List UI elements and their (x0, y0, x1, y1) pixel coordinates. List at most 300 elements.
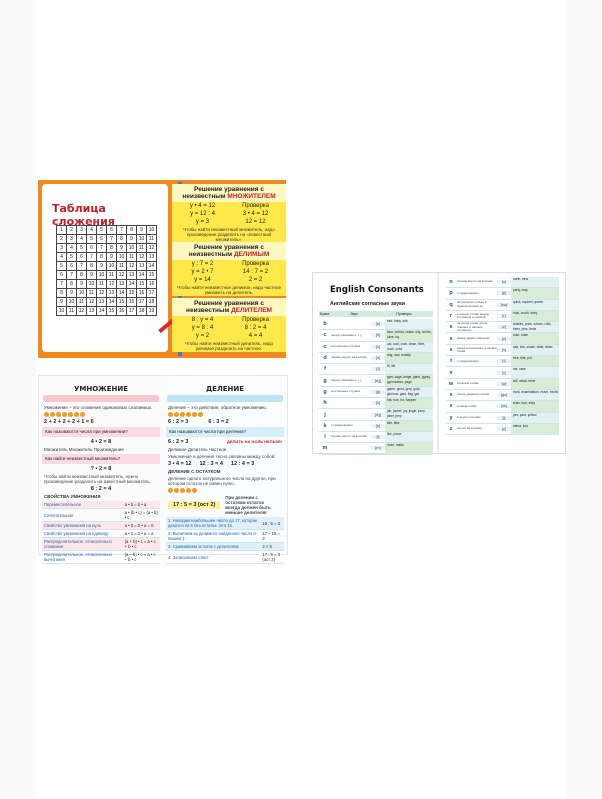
relation-example: 3 • 4 = 12 (168, 461, 192, 467)
grid-cell: 7 (87, 253, 97, 262)
equations-page (172, 180, 286, 358)
column-header: Звук (350, 312, 358, 316)
consonant-row (445, 424, 559, 435)
consonant-row (319, 409, 433, 420)
multiplication-example: 8 : 2 = 4 (90, 486, 112, 492)
consonant-rule: на конце слова после гласных и звонких согласных (457, 321, 488, 333)
grid-cell: 11 (147, 235, 157, 244)
addition-table-page (42, 184, 168, 352)
consonant-letter: p (449, 290, 453, 297)
equation-rule: Чтобы найти неизвестный делитель, надо делимое разделить на частное. (184, 341, 274, 351)
orange-dot (62, 412, 67, 417)
consonant-examples: fit, life (385, 364, 433, 374)
consonant-row (445, 356, 559, 367)
consonant-examples: gym, cage, beige, giant, gypsy, gymnastics, page (385, 375, 433, 385)
grid-cell: 8 (107, 244, 117, 253)
relation-examples (163, 460, 287, 468)
multiplication-example: 4 • 2 = 8 (90, 439, 112, 445)
consonant-row (445, 345, 559, 356)
equation-block-header (172, 298, 286, 316)
grid-cell: 15 (117, 298, 127, 307)
grid-row (57, 253, 157, 262)
equation-block-dividend (172, 242, 286, 296)
consonant-row (319, 364, 433, 375)
check-step: 4 = 4 (248, 333, 263, 339)
division-example: 6 : 2 = 3 (168, 439, 189, 445)
consonant-rule: похоже звучит на кончике (457, 279, 493, 284)
consonant-sound: [n] (497, 280, 511, 284)
consonant-letter: c (323, 332, 327, 339)
multiplication-example: 2 + 2 + 2 + 2 + 1 = 6 (44, 419, 94, 425)
consonant-sound: [g] (371, 390, 385, 394)
consonant-rule: между двумя гласными (457, 335, 490, 340)
grid-cell: 6 (77, 253, 87, 262)
grid-row (57, 235, 157, 244)
consonant-sound: [l] (371, 435, 385, 439)
equation-step: y : 7 = 2 (191, 261, 214, 267)
grid-cell: 19 (147, 307, 157, 316)
rule-note: Чтобы найти неизвестный множитель, нужно произведение разделить на известный множитель. (44, 474, 151, 484)
grid-cell: 12 (107, 280, 117, 289)
check-step: 2 = 2 (248, 277, 263, 283)
consonants-title: English Consonants (330, 285, 424, 295)
grid-cell: 9 (67, 289, 77, 298)
table-row (42, 538, 160, 551)
equation-heading-highlight: ДЕЛИМЫМ (233, 251, 270, 258)
grid-cell: 15 (107, 307, 117, 316)
grid-row (57, 244, 157, 253)
step-formula: 2 < 5 (260, 543, 284, 551)
remainder-rule: При делении с остатком остаток всегда должен быть меньше делителя! (225, 495, 271, 515)
consonant-examples: exist, examination, exam, exotic (511, 390, 559, 400)
table-row (42, 530, 160, 538)
consonant-sound: [j] (497, 416, 511, 420)
consonant-sound: [dʒ] (371, 413, 385, 417)
grid-cell: 11 (77, 298, 87, 307)
consonant-letter: l (324, 434, 326, 441)
consonant-rule: встречается только в буквосочетании qu (457, 300, 487, 308)
consonant-examples: like, plane (385, 432, 433, 442)
consonant-letter: n (449, 279, 453, 286)
addition-grid (56, 225, 157, 316)
grid-cell: 9 (57, 298, 67, 307)
grid-row (57, 262, 157, 271)
relation-example: 12 : 4 = 3 (230, 461, 255, 467)
consonant-rule: с придыханием (457, 358, 479, 363)
orange-dot (174, 412, 179, 417)
grid-cell: 7 (97, 244, 107, 253)
consonant-examples: jab, jacket, joy, jingle, jump, joker, jeep (385, 409, 433, 419)
check-step: 8 : 2 = 4 (244, 325, 267, 331)
grid-cell: 12 (77, 307, 87, 316)
grid-cell: 8 (97, 253, 107, 262)
consonant-examples: party, map (511, 288, 559, 298)
consonant-examples: rock, crush, story (511, 311, 559, 321)
consonant-letter: t (450, 358, 452, 365)
grid-cell: 8 (87, 262, 97, 271)
orange-dot (186, 488, 191, 493)
equation-heading-highlight: МНОЖИТЕЛЕМ (227, 193, 276, 200)
consonant-row (319, 432, 433, 443)
property-name: Сочетательное (42, 509, 123, 522)
table-row (166, 517, 284, 530)
consonant-sound: [v] (497, 371, 511, 375)
grid-cell: 9 (97, 262, 107, 271)
orange-dot (192, 488, 197, 493)
equation-step: 8 : y = 4 (191, 317, 214, 323)
step-text: 1. Находим наибольшее число до 17, которое делится на 5 без остатка. Это 15. (166, 517, 260, 530)
grid-cell: 3 (67, 235, 77, 244)
grid-cell: 4 (77, 235, 87, 244)
consonant-letter: h (323, 400, 327, 407)
equation-step: y = 14 (194, 277, 211, 283)
remainder-example: 17 : 5 = 3 (ост 2) (168, 501, 220, 509)
consonant-sound: [ks] (497, 404, 511, 408)
addition-table-title: Таблица сложения (52, 202, 115, 228)
table-row (42, 509, 160, 522)
relation-example: 12 : 3 = 4 (199, 461, 223, 467)
orange-dot (174, 488, 179, 493)
grid-cell: 12 (137, 253, 147, 262)
consonant-rule: звучит на кончике (457, 426, 482, 431)
division-title: ДЕЛЕНИЕ (205, 385, 245, 393)
consonant-rule: в начале слова, между согласной и гласной (457, 311, 489, 320)
orange-dot (44, 412, 49, 417)
equation-step: y = 2 • 7 (191, 269, 214, 275)
grid-row (57, 289, 157, 298)
grid-cell: 10 (147, 226, 157, 235)
consonant-rule: в других случаях (457, 415, 481, 419)
grid-cell: 12 (147, 244, 157, 253)
grid-cell: 13 (117, 280, 127, 289)
check-step: Проверка (242, 203, 269, 209)
consonant-letter: c (323, 343, 327, 350)
consonant-row (445, 322, 559, 333)
consonant-examples: hat, hue, ha, happen (385, 398, 433, 408)
property-formula: a • 1 = 1 • a = a (123, 530, 160, 538)
column-header: Буква (320, 312, 330, 316)
consonants-right-list (439, 277, 565, 435)
step-formula: 17 – 15 = 2 (260, 530, 284, 543)
grid-cell: 11 (67, 307, 77, 316)
consonant-examples: vet, vase (511, 367, 559, 377)
consonant-examples: will, weak, mine (511, 379, 559, 389)
consonant-row (319, 387, 433, 398)
step-formula: 17 : 5 = 3 (ост 2) (260, 551, 284, 564)
relation-note: Умножение и деление тесно связаны между собой: (168, 454, 276, 459)
grid-cell: 14 (97, 307, 107, 316)
consonant-examples: mum, make (385, 443, 433, 453)
property-name: Распределительное, относительно вычитания (42, 551, 123, 564)
division-page (163, 376, 287, 562)
grid-row (57, 307, 157, 316)
orange-dots (163, 487, 287, 494)
check-step: 14 : 7 = 2 (242, 269, 269, 275)
right-margin (566, 0, 602, 799)
consonant-examples: bed, baby, sob (385, 319, 433, 329)
grid-cell: 1 (57, 226, 67, 235)
grid-cell: 5 (67, 253, 77, 262)
grid-cell: 15 (127, 289, 137, 298)
consonant-letter: x (449, 403, 453, 410)
consonant-rule: в конце слова (457, 403, 477, 408)
grid-cell: 12 (87, 298, 97, 307)
remainder-example-row (163, 494, 287, 516)
consonant-letter: s (449, 324, 453, 331)
grid-cell: 14 (137, 271, 147, 280)
grid-cell: 9 (77, 280, 87, 289)
consonant-sound: [p] (497, 291, 511, 295)
consonant-letter: j (324, 411, 326, 418)
grid-cell: 8 (117, 235, 127, 244)
grid-cell: 10 (57, 307, 67, 316)
grid-cell: 16 (117, 307, 127, 316)
orange-dot (168, 412, 173, 417)
question-strip: Как называются числа при умножении? (42, 427, 160, 437)
term-labels: Делимое Делитель Частное (168, 447, 227, 452)
table-row (166, 543, 284, 551)
consonant-sound: [gz] (497, 393, 511, 397)
question-strip: Как называются числа при делении? (166, 427, 284, 437)
grid-cell: 8 (127, 226, 137, 235)
orange-dot (180, 488, 185, 493)
step-formula: 15 : 5 = 3 (260, 517, 284, 530)
grid-cell: 9 (87, 271, 97, 280)
equation-step: y = 3 (195, 219, 210, 225)
grid-cell: 2 (57, 235, 67, 244)
check-step: 3 • 4 = 12 (242, 211, 269, 217)
consonants-left-list (313, 319, 439, 455)
property-formula: a • 0 = 0 • a = 0 (123, 522, 160, 530)
equation-block-header (172, 242, 286, 260)
grid-cell: 13 (97, 298, 107, 307)
consonant-letter: y (449, 414, 453, 421)
grid-cell: 10 (97, 271, 107, 280)
consonant-row (319, 375, 433, 386)
orange-dot (198, 412, 203, 417)
check-step: Проверка (242, 317, 269, 323)
english-consonants-card (312, 272, 566, 454)
grid-cell: 6 (87, 244, 97, 253)
orange-dot (56, 412, 61, 417)
grid-cell: 12 (127, 262, 137, 271)
addition-table-card (38, 180, 286, 358)
grid-cell: 2 (67, 226, 77, 235)
consonant-examples: zebra, zoo (511, 424, 559, 434)
step-text: 4. Записываем ответ: (166, 551, 260, 564)
consonant-sound: [t] (497, 359, 511, 363)
consonant-rule: перед согласными, в начале слова (457, 345, 497, 353)
property-name: Свойство умножения на нуль (42, 522, 123, 530)
consonant-letter: r (449, 313, 453, 320)
grid-cell: 18 (147, 298, 157, 307)
orange-dot (68, 412, 73, 417)
orange-dots (39, 411, 163, 418)
orange-dots (163, 411, 287, 418)
grid-row (57, 280, 157, 289)
consonant-sound: [z] (497, 427, 511, 431)
equation-rule: Чтобы найти неизвестный множитель, надо произведение разделить на «известный множитель». (183, 227, 275, 242)
grid-cell: 11 (87, 289, 97, 298)
consonant-sound: [r] (497, 314, 511, 318)
consonant-sound: [kw] (497, 303, 511, 307)
consonant-rule: перед гласными e, i, y (331, 377, 362, 382)
consonant-row (319, 319, 433, 330)
consonant-examples: face, cereal, cease, city, centre, juice, icy (387, 330, 432, 340)
equation-step: y • 4 = 12 (189, 203, 216, 209)
grid-cell: 7 (77, 262, 87, 271)
equation-block-divisor (172, 298, 286, 352)
equation-rule: Чтобы найти неизвестное делимое, надо частное умножить на делитель. (176, 285, 282, 295)
grid-cell: 9 (107, 253, 117, 262)
left-margin (0, 0, 36, 799)
consonant-letter: d (323, 355, 327, 362)
consonant-examples: shakes, prize, whose, rolls, bees, pins, beds (511, 322, 559, 332)
consonant-sound: [h] (371, 401, 385, 405)
consonant-rule: похоже звучит на кончике (331, 434, 367, 439)
grid-cell: 17 (127, 307, 137, 316)
consonant-sound: [f] (371, 367, 385, 371)
consonants-subtitle: Английские согласные звуки (330, 301, 405, 307)
grid-cell: 8 (77, 271, 87, 280)
properties-title: СВОЙСТВА УМНОЖЕНИЯ (44, 494, 101, 499)
grid-cell: 13 (147, 253, 157, 262)
consonant-letter: z (449, 426, 453, 432)
orange-dot (50, 412, 55, 417)
consonant-sound: [w] (497, 382, 511, 386)
grid-cell: 5 (77, 244, 87, 253)
grid-cell: 6 (107, 226, 117, 235)
grid-cell: 11 (117, 262, 127, 271)
consonant-row (445, 300, 559, 311)
consonant-rule: в остальных случаях (331, 389, 361, 394)
grid-cell: 13 (137, 262, 147, 271)
grid-cell: 10 (77, 289, 87, 298)
grid-cell: 4 (67, 244, 77, 253)
consonant-letter: s (449, 346, 453, 353)
remainder-note: Деление одного натурального числа на другое, при котором остаток не равен нулю. (168, 476, 276, 486)
consonant-row (319, 398, 433, 409)
consonant-examples: yes, yard, yellow (511, 413, 559, 423)
consonant-letter: b (323, 321, 327, 328)
property-formula: a • b = b • a (123, 501, 160, 509)
check-step: 12 = 12 (245, 219, 266, 225)
consonant-rule: с придыханием (457, 290, 479, 295)
consonant-letter: m (322, 445, 328, 452)
grid-cell: 13 (87, 307, 97, 316)
equation-heading: Решение уравнения с неизвестным (182, 186, 264, 200)
multiplication-example: ? • 2 = 8 (90, 466, 112, 472)
consonant-row (445, 390, 559, 401)
grid-cell: 13 (107, 289, 117, 298)
grid-cell: 7 (57, 280, 67, 289)
grid-row (57, 271, 157, 280)
consonant-letter: k (323, 422, 327, 429)
table-row (42, 551, 160, 564)
consonant-sound: [d] (371, 356, 385, 360)
grid-cell: 8 (67, 280, 77, 289)
grid-cell: 5 (97, 226, 107, 235)
grid-cell: 14 (147, 262, 157, 271)
grid-cell: 6 (67, 262, 77, 271)
orange-dot (180, 412, 185, 417)
grid-cell: 6 (57, 271, 67, 280)
consonant-examples: relax, box, sixty (511, 401, 559, 411)
consonant-sound: [s] (371, 333, 385, 337)
grid-cell: 9 (137, 226, 147, 235)
property-formula: (a – b) • c = a • c – b • c (123, 551, 160, 564)
grid-cell: 11 (97, 280, 107, 289)
consonant-examples: salt, lots, snake, slide, sister (511, 345, 559, 355)
grid-row (57, 298, 157, 307)
remainder-title: ДЕЛЕНИЕ С ОСТАТКОМ (168, 469, 221, 474)
grid-cell: 17 (137, 298, 147, 307)
grid-cell: 7 (107, 235, 117, 244)
consonant-row (319, 330, 433, 341)
grid-cell: 5 (87, 235, 97, 244)
consonant-rule: с придыханием (331, 423, 353, 428)
remainder-steps (166, 517, 284, 564)
equation-step: y = 2 (195, 333, 210, 339)
property-name: Переместительное (42, 501, 123, 509)
grid-cell: 12 (97, 289, 107, 298)
grid-row (57, 226, 157, 235)
properties-table (42, 501, 160, 564)
consonant-letter: v (449, 369, 453, 376)
consonant-letter: g (323, 377, 327, 384)
consonants-right-page (439, 273, 565, 457)
grid-cell: 10 (87, 280, 97, 289)
table-row (42, 522, 160, 530)
question-strip: Как найти неизвестный множитель? (42, 454, 160, 464)
grid-cell: 15 (137, 280, 147, 289)
grid-cell: 9 (127, 235, 137, 244)
consonant-row (445, 401, 559, 412)
consonant-examples: game, good, grey, gold, glorious, glad, flag, gut (385, 387, 433, 397)
equation-block-multiplier (172, 184, 286, 243)
consonant-rule: похоже звучит на кончике (331, 355, 367, 360)
property-formula: (a + b) • c = a • c + b • c (123, 538, 160, 551)
division-definition: Деление – это действие, обратное умножению. (168, 405, 268, 410)
grid-cell: 3 (77, 226, 87, 235)
consonant-examples: tree, bite, put (511, 356, 559, 366)
division-example: 6 : 3 = 2 (208, 419, 229, 425)
table-row (42, 501, 160, 509)
grid-cell: 10 (137, 235, 147, 244)
property-name: Распределительное, относительно сложения (42, 538, 123, 551)
grid-cell: 4 (87, 226, 97, 235)
multiplication-title: УМНОЖЕНИЕ (73, 385, 129, 393)
consonant-rule: в остальных случаях (331, 344, 361, 349)
grid-cell: 6 (97, 235, 107, 244)
consonant-sound: [dʒ] (371, 379, 385, 383)
grid-cell: 11 (137, 244, 147, 253)
multiplication-page (39, 376, 163, 562)
consonant-examples: quick, squirrel, queen (511, 300, 559, 310)
consonant-sound: [z] (497, 337, 511, 341)
table-row (166, 551, 284, 564)
consonant-row (319, 443, 433, 454)
consonant-letter: q (449, 301, 453, 308)
consonant-examples: rose, nose (511, 333, 559, 343)
term-labels: Множитель Множитель Произведение (44, 447, 124, 452)
table-row (166, 530, 284, 543)
consonants-table-header (319, 311, 433, 317)
consonant-sound: [m] (371, 446, 385, 450)
consonant-examples: kite, bike (385, 421, 433, 431)
consonant-examples: north, new (511, 277, 559, 287)
grid-cell: 16 (147, 280, 157, 289)
